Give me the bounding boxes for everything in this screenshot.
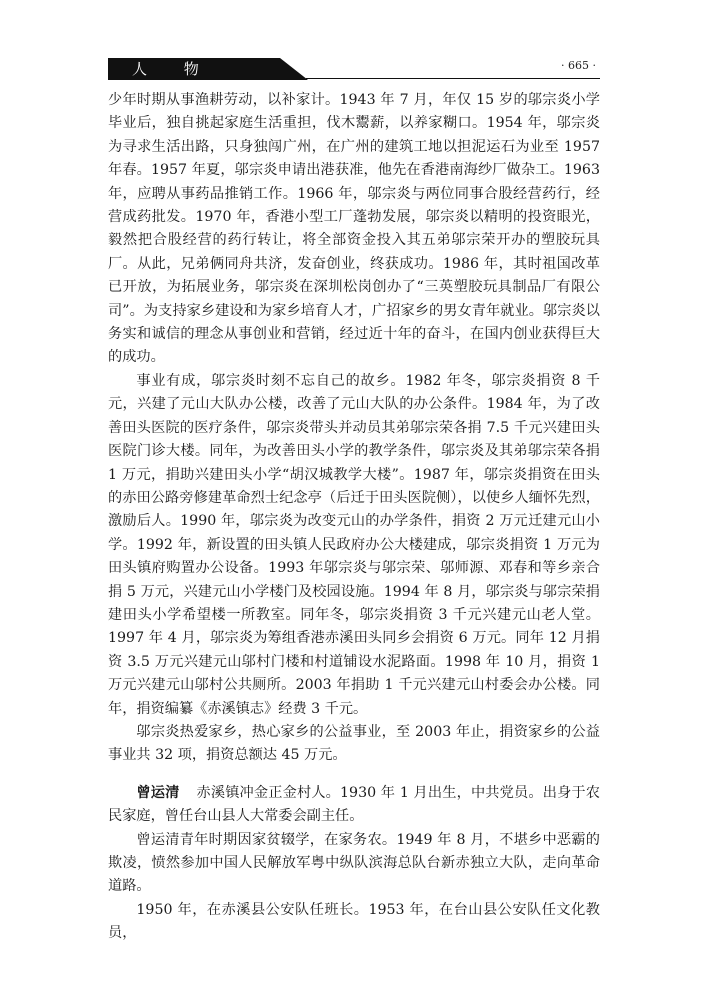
person-name: 曾运清 (136, 784, 180, 801)
section-title: 人 物 (132, 60, 215, 78)
biography-entry-heading (108, 782, 600, 829)
paragraph-early-life: 少年时期从事渔耕劳动，以补家计。1943 年 7 月，年仅 15 岁的邬宗炎小学毕业后，独自挑起家庭生活重担，伐木鬻薪，以养家糊口。1954 年，邬宗炎为寻求生活出路，只身独闯广州，在广州的建筑工地以担泥运石为业至 1957 年春。1957 年夏，邬宗炎申请出港获准，他先在香港南海纱厂做杂工。1963 年，应聘从事药品推销工作。1966 年，邬宗炎与两位同事合股经营药行，经营成药批发。1970 年，香港小型工厂蓬勃发展，邬宗炎以精明的投资眼光，毅然把合股经营的药行转让，将全部资金投入其五弟邬宗荣开办的塑胶玩具厂。从此，兄弟俩同舟共济，发奋创业，终获成功。1986 年，其时祖国改革已开放，为拓展业务，邬宗炎在深圳松岗创办了“三英塑胶玩具制品厂有限公司”。为支持家乡建设和为家乡培育人才，广招家乡的男女青年就业。邬宗炎以务实和诚信的理念从事创业和营销，经过近十年的奋斗，在国内创业获得巨大的成功。 (108, 92, 600, 366)
section-gap (108, 768, 600, 782)
paragraph-donations: 事业有成，邬宗炎时刻不忘自己的故乡。1982 年冬，邬宗炎捐资 8 千元，兴建了元山大队办公楼，改善了元山大队的办公条件。1984 年，为了改善田头医院的医疗条件，邬宗炎带头并动员其弟邬宗荣各捐 7.5 千元兴建田头医院门诊大楼。同年，为改善田头小学的教学条件，邬宗炎及其弟邬宗荣各捐 1 万元，捐助兴建田头小学“胡汉城教学大楼”。1987 年，邬宗炎捐资在田头的赤田公路旁修建革命烈士纪念亭（后迁于田头医院侧），以使乡人缅怀先烈，激励后人。1990 年，邬宗炎为改变元山的办学条件，捐资 2 万元迁建元山小学。1992 年，新设置的田头镇人民政府办公大楼建成，邬宗炎捐资 1 万元为田头镇府购置办公设备。1993 年邬宗炎与邬宗荣、邬师源、邓春和等乡亲合捐 5 万元，兴建元山小学楼门及校园设施。1994 年 8 月，邬宗炎与邬宗荣捐建田头小学希望楼一所教室。同年冬，邬宗炎捐资 3 千元兴建元山老人堂。1997 年 4 月，邬宗炎为筹组香港赤溪田头同乡会捐资 6 万元。同年 12 月捐资 3.5 万元兴建元山邬村门楼和村道铺设水泥路面。1998 年 10 月，捐资 1 万元兴建元山邬村公共厕所。2003 年捐助 1 千元兴建元山村委会办公楼。同年，捐资编纂《赤溪镇志》经费 3 千元。 (108, 372, 600, 717)
paragraph-summary: 邬宗炎热爱家乡，热心家乡的公益事业，至 2003 年止，捐资家乡的公益事业共 32 项，捐资总额达 45 万元。 (108, 723, 600, 764)
article-body (108, 89, 600, 946)
person-intro: 赤溪镇冲金正金村人。1930 年 1 月出生，中共党员。出身于农民家庭，曾任台山县人大常委会副主任。 (108, 784, 600, 825)
page-number: · 665 · (561, 59, 596, 72)
paragraph-career: 1950 年，在赤溪县公安队任班长。1953 年，在台山县公安队任文化教员， (108, 901, 600, 942)
header-rule (306, 78, 600, 79)
paragraph-youth: 曾运清青年时期因家贫辍学，在家务农。1949 年 8 月，不堪乡中恶霸的欺凌，愤然参加中国人民解放军粤中纵队滨海总队台新赤独立大队，走向革命道路。 (108, 831, 600, 895)
page-header (108, 58, 600, 80)
